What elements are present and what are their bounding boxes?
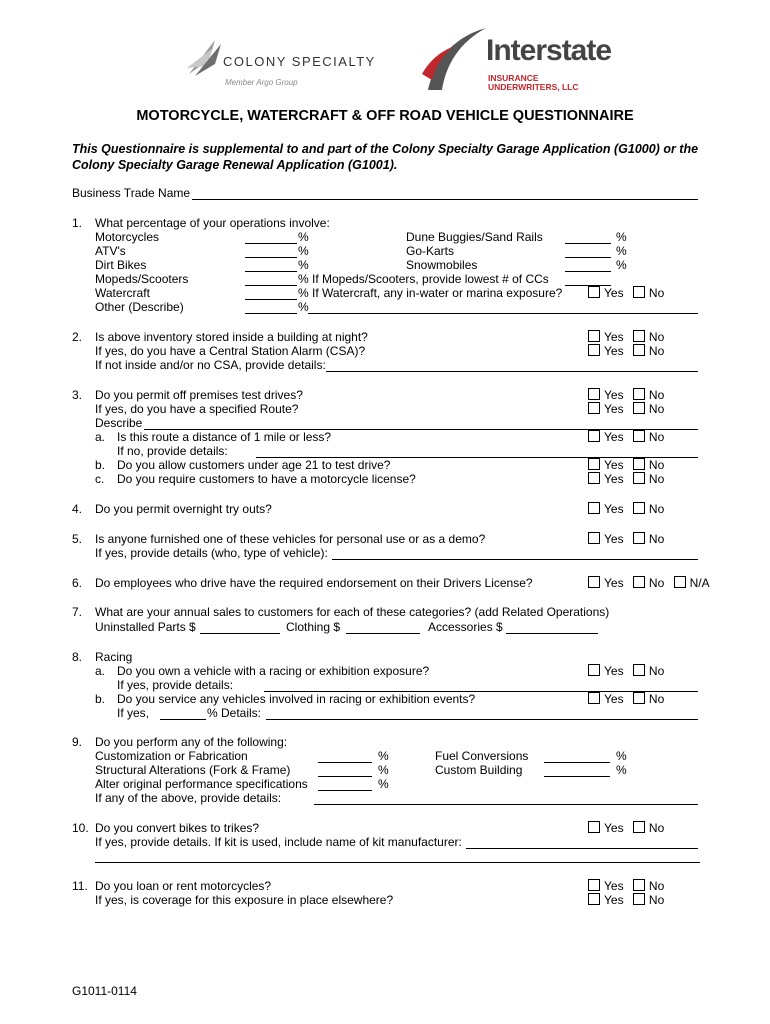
q9-custom-building-field[interactable]: [544, 776, 610, 777]
q3-sub-c-no-checkbox[interactable]: [633, 472, 645, 484]
q1-watercraft-field[interactable]: [245, 299, 297, 300]
q3a-no-checkbox[interactable]: [633, 388, 645, 400]
q1-dirt-bikes-field[interactable]: [245, 271, 297, 272]
yes-label: Yes: [604, 330, 624, 344]
form-number: G1011-0114: [72, 984, 137, 998]
q9-fuel-pct: %: [616, 749, 627, 763]
q7-clothing-field[interactable]: [346, 633, 420, 634]
q11a-no-checkbox[interactable]: [633, 879, 645, 891]
q2-text-c: If not inside and/or no CSA, provide details:: [95, 358, 326, 372]
q4-yes-checkbox[interactable]: [588, 502, 600, 514]
q5-no-checkbox[interactable]: [633, 532, 645, 544]
q1-motorcycles-label: Motorcycles: [95, 230, 160, 244]
q8-sub-b-text: Do you service any vehicles involved in racing or exhibition events?: [117, 692, 476, 706]
q1-number: 1.: [72, 216, 83, 230]
q10-details-field-2[interactable]: [95, 862, 700, 863]
q1-atvs-field[interactable]: [245, 257, 297, 258]
yes-label: Yes: [604, 692, 624, 706]
q1-watercraft-yes-checkbox[interactable]: [588, 286, 600, 298]
q1-dune-buggies-label: Dune Buggies/Sand Rails: [406, 230, 543, 244]
q9-customization-label: Customization or Fabrication: [95, 749, 248, 763]
q2-number: 2.: [72, 330, 83, 344]
yes-label: Yes: [604, 472, 624, 486]
q1-snowmobiles-field[interactable]: [565, 271, 611, 272]
q11a-yes-checkbox[interactable]: [588, 879, 600, 891]
q2-details-field[interactable]: [326, 371, 698, 372]
q3-sub-a-yn: [588, 430, 664, 444]
q10-no-checkbox[interactable]: [633, 821, 645, 833]
q8-sub-b-pct-field[interactable]: [160, 719, 206, 720]
q8b-yes-checkbox[interactable]: [588, 692, 600, 704]
q6-text: Do employees who drive have the required endorsement on their Drivers License?: [95, 576, 533, 590]
q5-yes-checkbox[interactable]: [588, 532, 600, 544]
yes-label: Yes: [604, 821, 624, 835]
q11-number: 11.: [72, 879, 88, 893]
q10-details-field[interactable]: [466, 848, 698, 849]
q3-sub-a-text: Is this route a distance of 1 mile or less?: [117, 430, 332, 444]
q9-detail-label: If any of the above, provide details:: [95, 791, 282, 805]
q10-yn: [588, 821, 664, 835]
q3b-no-checkbox[interactable]: [633, 402, 645, 414]
q1-other-field[interactable]: [245, 313, 297, 314]
interstate-logo: [420, 24, 612, 96]
q8-number: 8.: [72, 650, 83, 664]
q10-number: 10.: [72, 821, 89, 835]
q8b-no-checkbox[interactable]: [633, 692, 645, 704]
no-label: No: [648, 286, 665, 300]
q11-text-b: If yes, is coverage for this exposure in place elsewhere?: [95, 893, 394, 907]
q3-sub-c-letter: c.: [95, 472, 105, 486]
q1-atvs-pct: %: [298, 244, 309, 258]
q7-parts-label: Uninstalled Parts $: [95, 620, 196, 634]
q3a-yn: [588, 388, 664, 402]
yes-label: Yes: [604, 664, 624, 678]
yes-label: Yes: [604, 458, 624, 472]
q5-yn: [588, 532, 664, 546]
no-label: No: [648, 472, 665, 486]
q5-text-a: Is anyone furnished one of these vehicles for personal use or as a demo?: [95, 532, 486, 546]
q3-sub-c-text: Do you require customers to have a motorcycle license?: [117, 472, 416, 486]
colony-member-text: Member Argo Group: [225, 78, 298, 87]
q11a-yn: [588, 879, 664, 893]
q7-number: 7.: [72, 605, 83, 619]
colony-name: COLONY SPECIALTY: [223, 54, 376, 69]
q3-sub-c-yes-checkbox[interactable]: [588, 472, 600, 484]
interstate-name: Interstate: [486, 34, 612, 67]
q8a-yes-checkbox[interactable]: [588, 664, 600, 676]
no-label: No: [648, 692, 665, 706]
q7-clothing-label: Clothing $: [286, 620, 341, 634]
q10-yes-checkbox[interactable]: [588, 821, 600, 833]
q2a-yes-checkbox[interactable]: [588, 330, 600, 342]
q1-dune-buggies-field[interactable]: [565, 243, 611, 244]
q9-details-field[interactable]: [314, 804, 698, 805]
q6-no-checkbox[interactable]: [633, 576, 645, 588]
q1-motorcycles-pct: %: [298, 230, 309, 244]
q2b-yes-checkbox[interactable]: [588, 344, 600, 356]
q1-motorcycles-field[interactable]: [245, 243, 297, 244]
q9-customization-field[interactable]: [318, 762, 372, 763]
q9-customization-pct: %: [378, 749, 389, 763]
q2a-yn: [588, 330, 664, 344]
no-label: No: [648, 344, 665, 358]
q11b-yn: [588, 893, 664, 907]
no-label: No: [648, 664, 665, 678]
q8-sub-b-letter: b.: [95, 692, 106, 706]
no-label: No: [648, 893, 665, 907]
q3a-yes-checkbox[interactable]: [588, 388, 600, 400]
q5-details-field[interactable]: [332, 559, 698, 560]
yes-label: Yes: [604, 893, 624, 907]
q1-watercraft-label: Watercraft: [95, 286, 150, 300]
q2-text-a: Is above inventory stored inside a building at night?: [95, 330, 368, 344]
interstate-line1: INSURANCE: [488, 73, 539, 83]
q9-fuel-field[interactable]: [544, 762, 610, 763]
interstate-swoosh-icon: [420, 24, 490, 94]
q7-parts-field[interactable]: [200, 633, 280, 634]
q9-custom-building-label: Custom Building: [435, 763, 523, 777]
q3-text-b: If yes, do you have a specified Route?: [95, 402, 299, 416]
q1-text: What percentage of your operations involve:: [95, 216, 330, 230]
q11b-yes-checkbox[interactable]: [588, 893, 600, 905]
q1-snowmobiles-label: Snowmobiles: [406, 258, 478, 272]
q9-number: 9.: [72, 735, 83, 749]
q3-number: 3.: [72, 388, 83, 402]
intro-text: This Questionnaire is supplemental to and part of the Colony Specialty Garage Application (G1000) or the Colony Specialty Garage Renewal Application (G1001).: [72, 142, 699, 172]
q9-custom-building-pct: %: [616, 763, 627, 777]
yes-label: Yes: [604, 576, 624, 590]
yes-label: Yes: [604, 879, 624, 893]
q1-mopeds-field[interactable]: [245, 285, 297, 286]
q1-snowmobiles-pct: %: [616, 258, 627, 272]
q3-sub-a-letter: a.: [95, 430, 106, 444]
q4-text: Do you permit overnight try outs?: [95, 502, 272, 516]
q1-dune-buggies-pct: %: [616, 230, 627, 244]
q3-sub-b-no-checkbox[interactable]: [633, 458, 645, 470]
q3-sub-b-yes-checkbox[interactable]: [588, 458, 600, 470]
q8-sub-a-detail: If yes, provide details:: [117, 678, 234, 692]
yes-label: Yes: [604, 430, 624, 444]
q4-number: 4.: [72, 502, 83, 516]
colony-specialty-logo: [185, 36, 376, 92]
q1-go-karts-label: Go-Karts: [406, 244, 455, 258]
q1-dirt-bikes-label: Dirt Bikes: [95, 258, 147, 272]
q8-sub-b-details-field[interactable]: [266, 719, 698, 720]
q4-no-checkbox[interactable]: [633, 502, 645, 514]
q11b-no-checkbox[interactable]: [633, 893, 645, 905]
q3b-yes-checkbox[interactable]: [588, 402, 600, 414]
q1-mopeds-label: Mopeds/Scooters: [95, 272, 189, 286]
q9-performance-pct: %: [378, 777, 389, 791]
q2-text-b: If yes, do you have a Central Station Alarm (CSA)?: [95, 344, 366, 358]
q1-other-describe-field[interactable]: [308, 313, 698, 314]
na-label: N/A: [689, 576, 710, 590]
no-label: No: [648, 532, 665, 546]
q8-sub-a-text: Do you own a vehicle with a racing or exhibition exposure?: [117, 664, 430, 678]
colony-swoosh-icon: [185, 38, 227, 78]
q8-sub-b-detail1: If yes,: [117, 706, 150, 720]
q9-performance-label: Alter original performance specifications: [95, 777, 308, 791]
q1-go-karts-field[interactable]: [565, 257, 611, 258]
no-label: No: [648, 576, 665, 590]
no-label: No: [648, 879, 665, 893]
no-label: No: [648, 821, 665, 835]
q6-yn: [588, 576, 710, 590]
business-trade-name-label: Business Trade Name: [72, 186, 191, 200]
yes-label: Yes: [604, 502, 624, 516]
q4-yn: [588, 502, 664, 516]
q8-sub-b-detail2: % Details:: [207, 706, 262, 720]
no-label: No: [648, 402, 665, 416]
q7-accessories-field[interactable]: [506, 633, 598, 634]
q3-sub-b-letter: b.: [95, 458, 106, 472]
q9-structural-field[interactable]: [318, 776, 372, 777]
q9-structural-pct: %: [378, 763, 389, 777]
q11-text-a: Do you loan or rent motorcycles?: [95, 879, 272, 893]
interstate-line2: UNDERWRITERS, LLC: [488, 82, 579, 92]
q8-sub-a-letter: a.: [95, 664, 106, 678]
q7-accessories-label: Accessories $: [428, 620, 503, 634]
q1-watercraft-note: % If Watercraft, any in-water or marina exposure?: [298, 286, 563, 300]
yes-label: Yes: [604, 402, 624, 416]
q1-watercraft-yn: [588, 286, 664, 300]
q2b-no-checkbox[interactable]: [633, 344, 645, 356]
q3-sub-a-detail: If no, provide details:: [117, 444, 228, 458]
q9-text: Do you perform any of the following:: [95, 735, 288, 749]
q1-watercraft-no-checkbox[interactable]: [633, 286, 645, 298]
q6-yes-checkbox[interactable]: [588, 576, 600, 588]
q3-sub-a-yes-checkbox[interactable]: [588, 430, 600, 442]
q5-number: 5.: [72, 532, 83, 546]
q1-go-karts-pct: %: [616, 244, 627, 258]
q1-other-pct: %: [298, 300, 309, 314]
q8a-no-checkbox[interactable]: [633, 664, 645, 676]
q1-atvs-label: ATV's: [95, 244, 126, 258]
q3b-yn: [588, 402, 664, 416]
q3-sub-a-no-checkbox[interactable]: [633, 430, 645, 442]
q6-number: 6.: [72, 576, 83, 590]
no-label: No: [648, 330, 665, 344]
q2b-yn: [588, 344, 664, 358]
q1-dirt-bikes-pct: %: [298, 258, 309, 272]
q5-text-b: If yes, provide details (who, type of vehicle):: [95, 546, 328, 560]
q3-describe-label: Describe: [95, 416, 143, 430]
q9-performance-field[interactable]: [318, 790, 372, 791]
no-label: No: [648, 388, 665, 402]
q8-text: Racing: [95, 650, 133, 664]
q3-text-a: Do you permit off premises test drives?: [95, 388, 303, 402]
yes-label: Yes: [604, 344, 624, 358]
no-label: No: [648, 502, 665, 516]
yes-label: Yes: [604, 286, 624, 300]
q3-sub-b-text: Do you allow customers under age 21 to test drive?: [117, 458, 391, 472]
yes-label: Yes: [604, 388, 624, 402]
q8b-yn: [588, 692, 664, 706]
q2a-no-checkbox[interactable]: [633, 330, 645, 342]
q8a-yn: [588, 664, 664, 678]
q10-text-b: If yes, provide details. If kit is used, include name of kit manufacturer:: [95, 835, 462, 849]
no-label: No: [648, 458, 665, 472]
yes-label: Yes: [604, 532, 624, 546]
q3-sub-b-yn: [588, 458, 664, 472]
q1-other-label: Other (Describe): [95, 300, 184, 314]
q10-text-a: Do you convert bikes to trikes?: [95, 821, 260, 835]
q6-na-checkbox[interactable]: [674, 576, 686, 588]
q9-structural-label: Structural Alterations (Fork & Frame): [95, 763, 291, 777]
q7-text: What are your annual sales to customers for each of these categories? (add Related Operations): [95, 605, 610, 619]
q3-sub-c-yn: [588, 472, 664, 486]
q9-fuel-label: Fuel Conversions: [435, 749, 529, 763]
q1-mopeds-note: % If Mopeds/Scooters, provide lowest # of CCs: [298, 272, 549, 286]
page-title: MOTORCYCLE, WATERCRAFT & OFF ROAD VEHICLE QUESTIONNAIRE: [136, 108, 634, 124]
business-trade-name-field[interactable]: [192, 199, 698, 200]
no-label: No: [648, 430, 665, 444]
